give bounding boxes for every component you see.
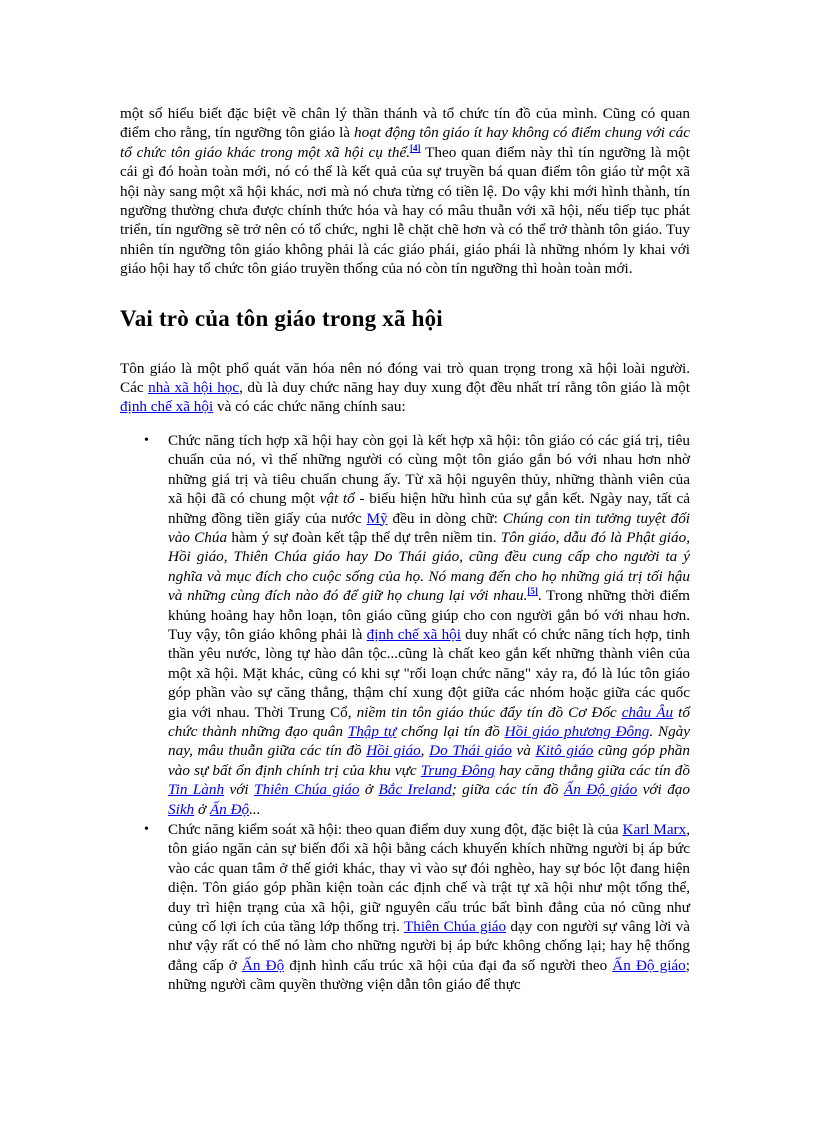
b1-i6: chống lại tín đồ [396, 722, 505, 740]
roles-paragraph [120, 359, 690, 417]
link-protestant[interactable]: Tin Lành [168, 781, 225, 799]
b1-text-5: . Trong những thời điểm khủng hoảng hay hỗn loạn, tôn giáo cũng giúp cho con người gắn bó với nhau hơn. Tuy vậy, tôn giáo không phải là [168, 587, 690, 643]
section-heading: Vai trò của tôn giáo trong xã hội [120, 305, 443, 331]
functions-list [120, 431, 690, 995]
link-india[interactable]: Ấn Độ [209, 800, 250, 818]
intro-paragraph [120, 104, 690, 279]
b1-italic-motto: Chúng con tin tưởng tuyệt đối vào Chúa [168, 509, 691, 546]
b1-text-1: Chức năng tích hợp xã hội hay còn gọi là kết hợp xã hội: tôn giáo có các giá trị, tiêu chuẩn của nó, vì thế những người có cùng một tôn giáo gắn bó với nhau hơn nhờ những giá trị và tiêu chuẩn chung ấy. Từ xã hội nguyên thủy, những thành viên của xã hội đã có chung một [168, 431, 690, 508]
link-northern-ireland[interactable]: Bắc Ireland [378, 781, 452, 799]
link-catholicism[interactable]: Thiên Chúa giáo [254, 781, 360, 799]
link-islam[interactable]: Hồi giáo [366, 742, 421, 760]
link-india-2[interactable]: Ấn Độ [241, 956, 285, 974]
link-social-institution[interactable]: định chế xã hội [120, 398, 214, 416]
link-judaism[interactable]: Do Thái giáo [429, 742, 512, 760]
b1-i15: với đạo [637, 781, 690, 799]
footnote-ref-4[interactable] [410, 143, 421, 153]
roles-text-2: , dù là duy chức năng hay duy xung đột đều nhất trí rằng tôn giáo là một [239, 379, 690, 397]
b2-text-2: , tôn giáo ngăn cản sự biến đổi xã hội bằng cách khuyến khích những người bị áp bức vào các quan tâm ở thế giới khác, thay vì vào sự đói nghèo, hay sự bóc lột đang hiện diện. Tôn giáo góp phần kiện toàn các định chế và trật tự xã hội như một tổng thể, duy trì hiện trạng của xã hội, giữ nguyên cấu trúc bất bình đẳng của nó cũng như củng cố lợi ích của tầng lớp thống trị. [168, 821, 691, 936]
b1-text-6: duy nhất có chức năng tích hợp, tinh thần yêu nước, lòng tự hào dân tộc...cũng là chất keo gắn kết những thành viên của một xã hội. Mặt khác, cũng có khi sự "rối loạn chức năng" xảy ra, đó là lúc tôn giáo góp phần vào sự căng thẳng, thậm chí xung đột giữa các nhóm hoặc giữa các quốc gia với nhau. Thời Trung Cổ, [168, 625, 690, 721]
b2-text-4: định hình cấu trúc xã hội của đại đa số người theo [284, 956, 613, 974]
b1-text-4: hàm ý sự đoàn kết tập thể dự trên niềm tin. [227, 528, 501, 546]
b1-i12: với [224, 781, 255, 799]
link-hinduism[interactable]: Ấn Độ giáo [563, 781, 638, 799]
b1-i4: niềm tin tôn giáo thúc đẩy tín đồ Cơ Đốc [356, 703, 622, 721]
b1-italic-totem: vật tổ [319, 490, 355, 508]
link-eastern-islam[interactable]: Hồi giáo phương Đông [504, 722, 650, 740]
b1-i7: . Ngày nay, mâu thuẫn giữa các tín đồ [168, 722, 690, 760]
link-christianity[interactable]: Kitô giáo [535, 742, 594, 760]
footnote-ref-5[interactable] [527, 586, 538, 596]
footnote-link-4[interactable]: [4] [410, 142, 421, 153]
link-karl-marx[interactable]: Karl Marx [622, 821, 687, 838]
list-item-social-integration [168, 431, 690, 819]
b1-text-3: đều in dòng chữ: [387, 509, 503, 527]
intro-text-2: Theo quan điểm này thì tín ngưỡng là một cái gì đó hoàn toàn mới, nó có thể là kết quả của sự truyền bá quan điểm tôn giáo từ một xã hội này sang một xã hội khác, nơi mà nó chưa từng có tiền lệ. Do vậy khi mới hình thành, tín ngưỡng thường chưa được chính thức hóa và hay có mâu thuẫn với xã hội, nếu tiếp tục phát triển, tín ngưỡng sẽ trở nên có tổ chức, nghi lễ chặt chẽ hơn và có thể trở thành tôn giáo. Tuy nhiên tín ngưỡng tôn giáo không phải là các giáo phái, giáo phái là những nhóm ly khai với giáo hội hay tổ chức tôn giáo truyền thống của nó còn tín ngưỡng thì hoàn toàn mới. [120, 143, 690, 278]
b1-i16: ở [194, 800, 210, 818]
link-middle-east[interactable]: Trung Đông [420, 761, 495, 779]
b1-text-2: - biểu hiện hữu hình của sự gắn kết. Ngày nay, tất cả những đồng tiền giấy của nước [168, 490, 690, 527]
link-sikh[interactable]: Sikh [168, 800, 195, 818]
link-crusade[interactable]: Thập tự [347, 722, 397, 740]
b2-text-1: Chức năng kiểm soát xã hội: theo quan điểm duy xung đột, đặc biệt là của [168, 821, 623, 838]
b2-text-3: dạy con người sự vâng lời và như vậy rất có thể nó làm cho những người bị áp bức không chống lại; hay hệ thống đẳng cấp ở [168, 918, 690, 974]
intro-text-1: một số hiểu biết đặc biệt về chân lý thần thánh và tổ chức tín đồ của mình. Cũng có quan điểm cho rằng, tín ngưỡng tôn giáo là [120, 105, 690, 142]
b2-text-5: ; những người cầm quyền thường viện dẫn tôn giáo để thực [168, 956, 690, 994]
b1-italic-quote: Tôn giáo, dẫu đó là Phật giáo, Hồi giáo, Thiên Chúa giáo hay Do Thái giáo, cũng đều cung cấp cho người ta ý nghĩa và mục đích cho cuộc sống của họ. Nó mang đến cho họ những giá trị tối hậu và những cùng đích nào đó để giữ họ chung lại với nhau. [168, 528, 690, 605]
link-usa[interactable]: Mỹ [366, 509, 388, 527]
b1-i10: cũng góp phần vào sự bất ổn định chính trị của khu vực [168, 742, 690, 779]
b1-i11: hay căng thẳng giữa các tín đồ [494, 761, 690, 779]
document-page [120, 104, 690, 995]
b1-i9: và [511, 742, 536, 760]
link-hinduism-2[interactable]: Ấn Độ giáo [612, 956, 686, 974]
b1-i8: , [420, 742, 430, 760]
roles-text-1: Tôn giáo là một phổ quát văn hóa nên nó đóng vai trò quan trọng trong xã hội loài người. Các [120, 359, 690, 397]
b1-i13: ở [359, 781, 379, 799]
link-social-institution-2[interactable]: định chế xã hội [366, 625, 461, 643]
list-item-social-control [168, 820, 690, 995]
footnote-link-5[interactable]: [5] [527, 586, 538, 597]
b1-i17: ... [249, 800, 261, 818]
link-sociologists[interactable]: nhà xã hội học [148, 379, 240, 397]
intro-italic-quote: hoạt động tôn giáo ít hay không có điểm chung với các tổ chức tôn giáo khác trong một xã hội cụ thể. [120, 124, 691, 161]
roles-text-3: và có các chức năng chính sau: [213, 398, 406, 416]
link-europe[interactable]: châu Âu [621, 703, 674, 721]
b1-i14: ; giữa các tín đồ [451, 781, 564, 799]
link-catholicism-2[interactable]: Thiên Chúa giáo [403, 918, 507, 936]
b1-i5: tổ chức thành những đạo quân [168, 703, 690, 740]
